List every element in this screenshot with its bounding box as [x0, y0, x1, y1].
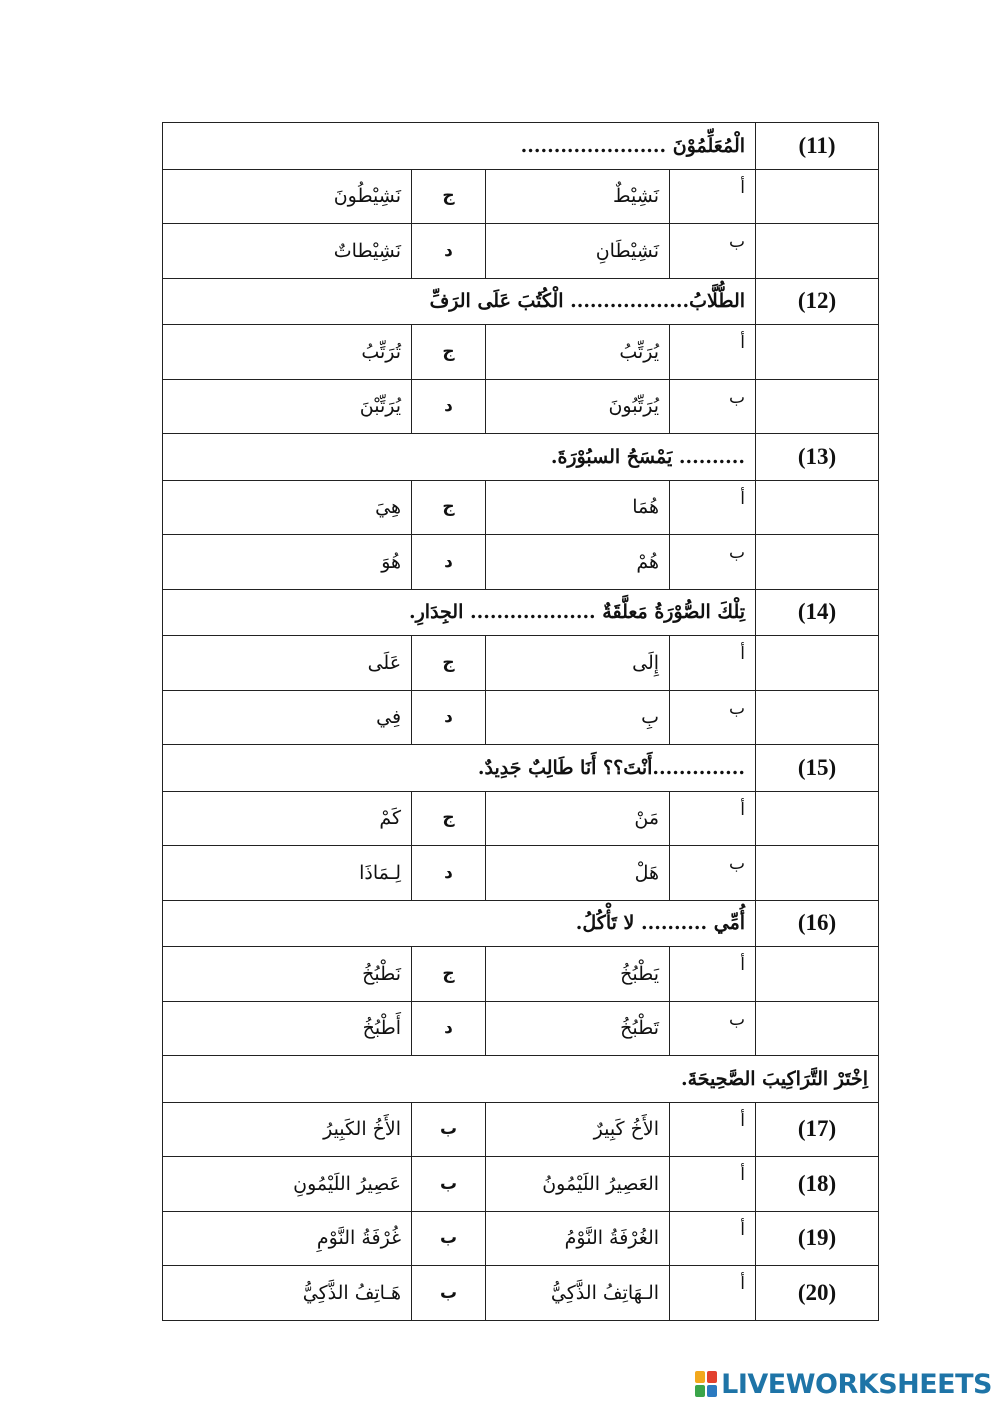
question-number: (20) [756, 1266, 879, 1321]
empty-cell [756, 947, 879, 1002]
option-letter-b: ب [412, 1102, 486, 1157]
option-c[interactable]: كَمْ [163, 791, 412, 846]
option-b[interactable]: تَطْبُخُ [486, 1001, 670, 1056]
option-a[interactable]: الغُرْفَةُ النَّوْمُ [486, 1211, 670, 1266]
option-a[interactable]: يُرَتِّبُ [486, 325, 670, 380]
option-letter-b: ب [670, 379, 756, 434]
option-letter-a: أ [670, 791, 756, 846]
option-c[interactable]: نَشِيْطُونَ [163, 169, 412, 224]
option-letter-d: د [412, 690, 486, 745]
section-title-row [163, 1056, 879, 1103]
option-c[interactable]: هِيَ [163, 480, 412, 535]
option-letter-a: أ [670, 1157, 756, 1212]
question-prompt: الْمُعَلِّمُوْنَ ...................... [163, 123, 756, 170]
empty-cell [756, 846, 879, 901]
option-row [163, 224, 879, 279]
option-letter-a: أ [670, 1211, 756, 1266]
section-title: اِخْتَرْ التَّرَاكِيبَ الصَّحِيحَةَ. [163, 1056, 879, 1103]
option-row [163, 791, 879, 846]
option-b[interactable]: هُمْ [486, 535, 670, 590]
option-letter-c: ج [412, 325, 486, 380]
option-b[interactable]: هَلْ [486, 846, 670, 901]
option-d[interactable]: فِي [163, 690, 412, 745]
question-number: (18) [756, 1157, 879, 1212]
question-prompt: أُمِّي .......... لا تَأْكُلُ. [163, 900, 756, 947]
question-row [163, 434, 879, 481]
option-b[interactable]: هَـاتِفُ الذَّكِيُّ [163, 1266, 412, 1321]
option-a[interactable]: العَصِيرُ اللَيْمُونُ [486, 1157, 670, 1212]
question-row [163, 745, 879, 792]
option-a[interactable]: نَشِيْطٌ [486, 169, 670, 224]
question-prompt: ..............أَنْتَ؟؟ أَنَا طَالِبٌ جَدِيدٌ. [163, 745, 756, 792]
option-letter-a: أ [670, 636, 756, 691]
empty-cell [756, 535, 879, 590]
choice-row [163, 1266, 879, 1321]
question-row [163, 900, 879, 947]
option-letter-b: ب [412, 1211, 486, 1266]
option-b[interactable]: الأَخُ الكَبِيرُ [163, 1102, 412, 1157]
question-number: (13) [756, 434, 879, 481]
option-letter-c: ج [412, 636, 486, 691]
logo-mark-icon [695, 1371, 717, 1397]
option-letter-d: د [412, 379, 486, 434]
option-d[interactable]: أَطْبُخُ [163, 1001, 412, 1056]
question-number: (14) [756, 589, 879, 636]
option-row [163, 1001, 879, 1056]
option-letter-c: ج [412, 480, 486, 535]
empty-cell [756, 379, 879, 434]
empty-cell [756, 325, 879, 380]
empty-cell [756, 224, 879, 279]
question-number: (16) [756, 900, 879, 947]
option-b[interactable]: بِ [486, 690, 670, 745]
option-b[interactable]: عَصِيرُ اللَيْمُونِ [163, 1157, 412, 1212]
logo-mark-square [707, 1385, 717, 1397]
option-row [163, 169, 879, 224]
choice-row [163, 1102, 879, 1157]
option-row [163, 636, 879, 691]
option-letter-b: ب [670, 535, 756, 590]
question-row [163, 123, 879, 170]
question-number: (11) [756, 123, 879, 170]
option-a[interactable]: الـهَاتِفُ الذَّكِيُّ [486, 1266, 670, 1321]
option-a[interactable]: مَنْ [486, 791, 670, 846]
option-c[interactable]: نَطْبُخُ [163, 947, 412, 1002]
option-letter-a: أ [670, 169, 756, 224]
option-c[interactable]: تُرَتِّبُ [163, 325, 412, 380]
option-letter-a: أ [670, 947, 756, 1002]
option-row [163, 379, 879, 434]
option-a[interactable]: الأَخُ كَبِيرٌ [486, 1102, 670, 1157]
option-letter-b: ب [670, 1001, 756, 1056]
empty-cell [756, 690, 879, 745]
empty-cell [756, 791, 879, 846]
question-number: (12) [756, 278, 879, 325]
option-letter-a: أ [670, 325, 756, 380]
option-row [163, 535, 879, 590]
question-prompt: تِلْكَ الصُّوْرَةُ مَعلَّقَةٌ ................... الجِدَارِ. [163, 589, 756, 636]
option-c[interactable]: عَلَى [163, 636, 412, 691]
option-letter-d: د [412, 1001, 486, 1056]
logo-mark-square [695, 1385, 705, 1397]
choice-row [163, 1157, 879, 1212]
option-row [163, 325, 879, 380]
option-letter-d: د [412, 224, 486, 279]
option-letter-b: ب [670, 846, 756, 901]
empty-cell [756, 169, 879, 224]
option-letter-a: أ [670, 480, 756, 535]
option-letter-b: ب [670, 224, 756, 279]
question-number: (15) [756, 745, 879, 792]
option-letter-c: ج [412, 791, 486, 846]
option-d[interactable]: هُوَ [163, 535, 412, 590]
empty-cell [756, 480, 879, 535]
option-letter-d: د [412, 846, 486, 901]
option-letter-a: أ [670, 1102, 756, 1157]
option-letter-a: أ [670, 1266, 756, 1321]
option-d[interactable]: نَشِيْطاتٌ [163, 224, 412, 279]
question-prompt: الطُّلَّابُ.................. الْكُتُبَ عَلَى الرَفِّ [163, 278, 756, 325]
option-letter-c: ج [412, 169, 486, 224]
option-letter-b: ب [412, 1157, 486, 1212]
option-row [163, 947, 879, 1002]
option-a[interactable]: يَطْبُخُ [486, 947, 670, 1002]
choice-row [163, 1211, 879, 1266]
question-row [163, 278, 879, 325]
question-prompt: .......... يَمْسَحُ السبُوْرَةَ. [163, 434, 756, 481]
option-a[interactable]: هُمَا [486, 480, 670, 535]
empty-cell [756, 636, 879, 691]
option-d[interactable]: لِـمَاذَا [163, 846, 412, 901]
question-number: (17) [756, 1102, 879, 1157]
liveworksheets-logo [695, 1367, 992, 1401]
option-d[interactable]: يُرَتِّبْنَ [163, 379, 412, 434]
option-b[interactable]: غُرْفَةُ النَّوْمِ [163, 1211, 412, 1266]
question-row [163, 589, 879, 636]
option-a[interactable]: إِلَى [486, 636, 670, 691]
empty-cell [756, 1001, 879, 1056]
option-row [163, 480, 879, 535]
option-letter-b: ب [670, 690, 756, 745]
logo-text: LIVEWORKSHEETS [721, 1368, 992, 1400]
option-b[interactable]: نَشِيْطَانِ [486, 224, 670, 279]
option-letter-b: ب [412, 1266, 486, 1321]
option-row [163, 846, 879, 901]
logo-mark-square [707, 1371, 717, 1383]
logo-mark-square [695, 1371, 705, 1383]
option-b[interactable]: يُرَتِّبُونَ [486, 379, 670, 434]
option-row [163, 690, 879, 745]
worksheet-table [162, 122, 879, 1321]
option-letter-d: د [412, 535, 486, 590]
question-number: (19) [756, 1211, 879, 1266]
option-letter-c: ج [412, 947, 486, 1002]
